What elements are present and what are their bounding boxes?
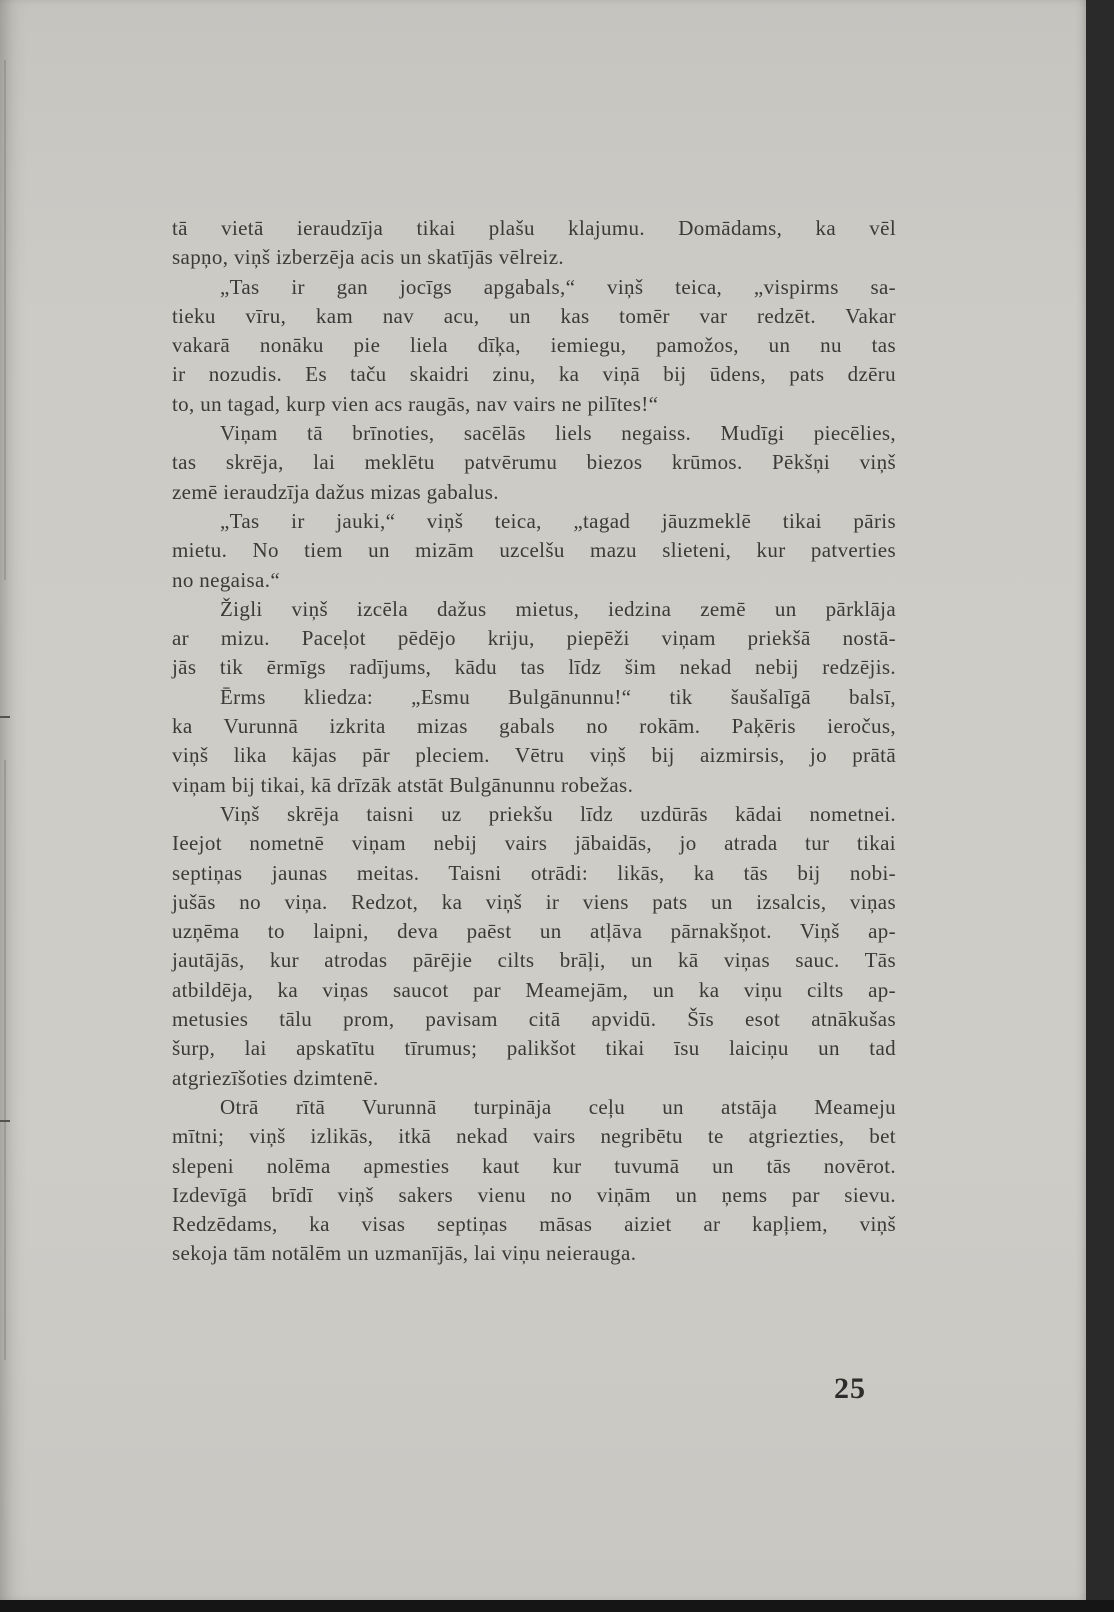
text-line: „Tas ir jauki,“ viņš teica, „tagad jāuzmeklē tikai pāris [220, 508, 896, 533]
text-line: tieku vīru, kam nav acu, un kas tomēr var redzēt. Vakar [172, 303, 896, 328]
text-line: mietu. No tiem un mizām uzcelšu mazu slieteni, kur patverties [172, 538, 896, 563]
text-line: viņš lika kājas pār pleciem. Vētru viņš bij aizmirsis, jo prātā [172, 743, 896, 768]
text-line: Izdevīgā brīdī viņš sakers vienu no viņām un ņems par sievu. [172, 1182, 896, 1207]
text-line: jās tik ērmīgs radījums, kādu tas līdz šim nekad nebij redzējis. [172, 655, 896, 680]
text-line: metusies tālu prom, pavisam citā apvidū. Šīs esot atnākušas [172, 1007, 896, 1032]
text-line: tā vietā ieraudzīja tikai plašu klajumu. Domādams, ka vēl [172, 216, 896, 240]
margin-mark [0, 716, 10, 718]
text-line: Žigli viņš izcēla dažus mietus, iedzina zemē un pārklāja [220, 596, 896, 621]
text-line: jušās no viņa. Redzot, ka viņš ir viens pats un izsalcis, viņas [172, 889, 896, 914]
text-line: no negaisa.“ [172, 567, 280, 592]
text-line: Viņš skrēja taisni uz priekšu līdz uzdūrās kādai nometnei. [220, 801, 896, 826]
text-line: Viņam tā brīnoties, sacēlās liels negaiss. Mudīgi piecēlies, [220, 421, 896, 446]
text-line: ir nozudis. Es taču skaidri zinu, ka viņā bij ūdens, pats dzēru [172, 362, 896, 387]
page-spine-shadow [4, 60, 6, 580]
text-line: „Tas ir gan jocīgs apgabals,“ viņš teica, „vispirms sa- [220, 274, 896, 299]
text-line: atbildēja, ka viņas saucot par Meamejām, un ka viņu cilts ap- [172, 977, 896, 1002]
text-line: to, un tagad, kurp vien acs raugās, nav vairs ne pilītes!“ [172, 391, 659, 416]
text-line: Otrā rītā Vurunnā turpināja ceļu un atstāja Meameju [220, 1094, 896, 1119]
book-edge-bottom [0, 1600, 1114, 1612]
text-line: Redzēdams, ka visas septiņas māsas aiziet ar kapļiem, viņš [172, 1212, 896, 1237]
text-line: ka Vurunnā izkrita mizas gabals no rokām. Paķēris ieročus, [172, 714, 896, 739]
text-line: Ērms kliedza: „Esmu Bulgānunnu!“ tik šaušalīgā balsī, [220, 684, 896, 709]
margin-mark [0, 1120, 10, 1122]
text-line: viņam bij tikai, kā drīzāk atstāt Bulgānunnu robežas. [172, 772, 634, 797]
body-text [172, 214, 896, 1269]
page-number: 25 [834, 1372, 866, 1405]
text-line: zemē ieraudzīja dažus mizas gabalus. [172, 479, 499, 504]
text-line: vakarā nonāku pie liela dīķa, iemiegu, pamožos, un nu tas [172, 333, 896, 358]
page-spine-shadow [4, 760, 6, 1360]
text-line: šurp, lai apskatītu tīrumus; palikšot tikai īsu laiciņu un tad [172, 1036, 896, 1061]
text-line: sekoja tām notālēm un uzmanījās, lai viņu neierauga. [172, 1241, 637, 1266]
text-line: atgriezīšoties dzimtenē. [172, 1065, 379, 1090]
text-line: jautājās, kur atrodas pārējie cilts brāļi, un kā viņas sauc. Tās [172, 948, 896, 973]
text-line: tas skrēja, lai meklētu patvērumu biezos krūmos. Pēkšņi viņš [172, 450, 896, 475]
text-line: sapņo, viņš izberzēja acis un skatījās vēlreiz. [172, 245, 564, 270]
text-line: septiņas jaunas meitas. Taisni otrādi: likās, ka tās bij nobi- [172, 860, 896, 885]
book-edge [1086, 0, 1114, 1612]
text-line: uzņēma to laipni, deva paēst un atļāva pārnakšņot. Viņš ap- [172, 919, 896, 944]
text-line: slepeni nolēma apmesties kaut kur tuvumā un tās novērot. [172, 1153, 896, 1178]
text-line: mītni; viņš izlikās, itkā nekad vairs negribētu te atgriezties, bet [172, 1124, 896, 1149]
text-line: Ieejot nometnē viņam nebij vairs jābaidās, jo atrada tur tikai [172, 831, 896, 856]
text-line: ar mizu. Paceļot pēdējo kriju, piepēži viņam priekšā nostā- [172, 626, 896, 651]
